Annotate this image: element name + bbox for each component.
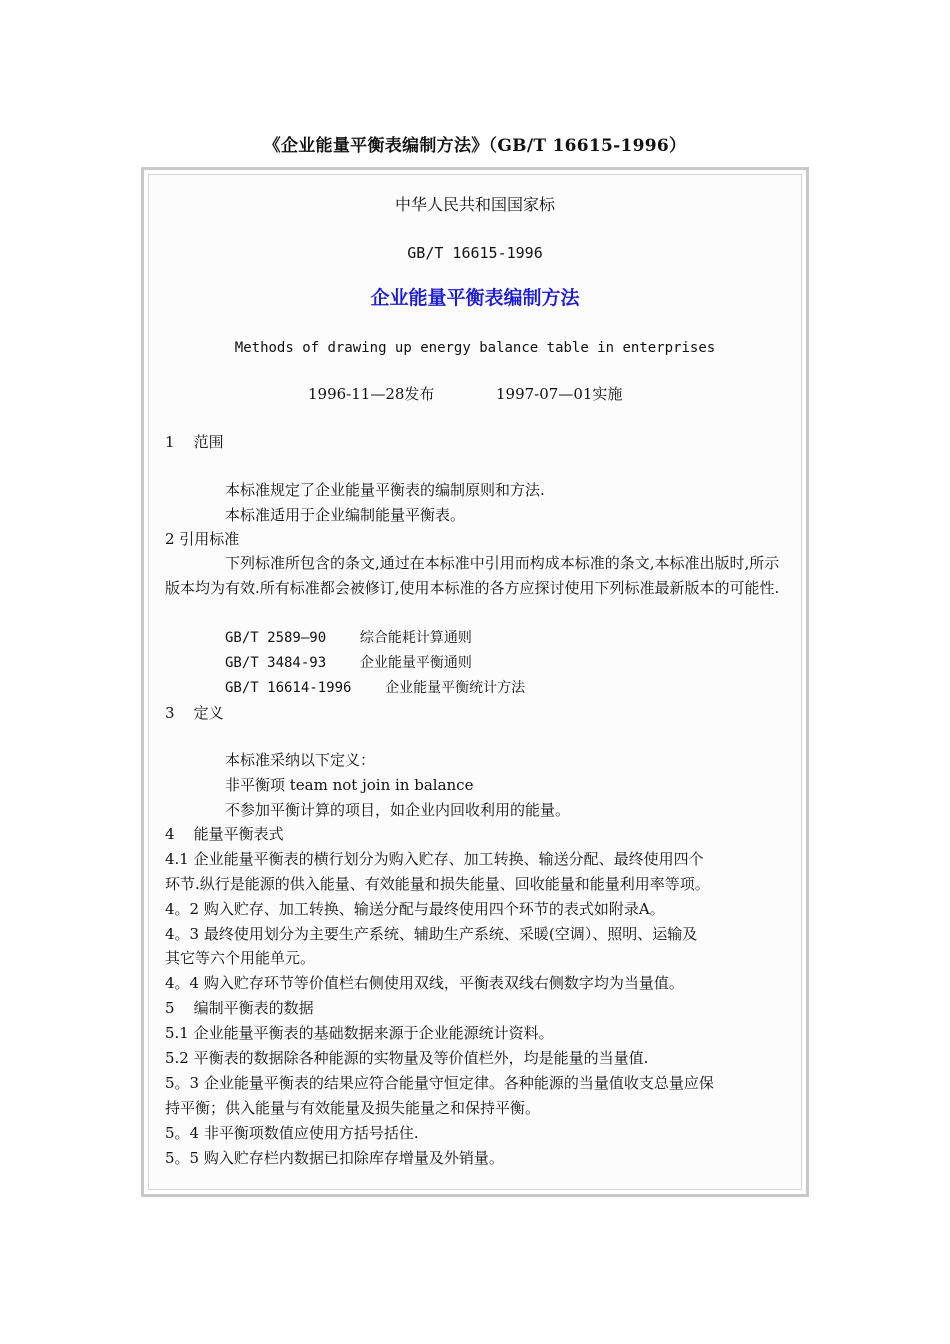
title-cn: 企业能量平衡表编制方法 (370, 287, 580, 309)
standard-code: GB/T 16615-1996 (407, 244, 543, 262)
section-4-1-line-1: 4.1 企业能量平衡表的横行划分为购入贮存、加工转换、输送分配、最终使用四个 (165, 850, 704, 868)
document-heading: 《企业能量平衡表编制方法》（GB/T 16615-1996） (263, 136, 687, 156)
section-1-para-2: 本标准适用于企业编制能量平衡表。 (225, 506, 466, 524)
section-5-3-line-1: 5。3 企业能量平衡表的结果应符合能量守恒定律。各种能源的当量值收支总量应保 (165, 1074, 714, 1092)
section-4-title: 4 能量平衡表式 (165, 825, 284, 843)
section-3-title: 3 定义 (165, 704, 224, 722)
section-5-4: 5。4 非平衡项数值应使用方括号括住. (165, 1124, 419, 1142)
section-4-4: 4。4 购入贮存环节等价值栏右侧使用双线，平衡表双线右侧数字均为当量值。 (165, 974, 684, 992)
reference-3: GB/T 16614-1996 企业能量平衡统计方法 (225, 680, 526, 696)
section-3-para-3: 不参加平衡计算的项目，如企业内回收利用的能量。 (225, 801, 571, 819)
section-4-3-line-1: 4。3 最终使用划分为主要生产系统、辅助生产系统、采暖(空调）、照明、运输及 (165, 925, 698, 943)
section-1-para-1: 本标准规定了企业能量平衡表的编制原则和方法. (225, 481, 545, 499)
section-1-title: 1 范围 (165, 433, 224, 451)
section-4-3-line-2: 其它等六个用能单元。 (165, 949, 316, 967)
issue-date: 1996-11—28发布 (308, 385, 435, 403)
section-2-title: 2 引用标准 (165, 530, 240, 548)
section-5-title: 5 编制平衡表的数据 (165, 999, 314, 1017)
section-4-2: 4。2 购入贮存、加工转换、输送分配与最终使用四个环节的表式如附录A。 (165, 900, 665, 918)
section-3-para-2: 非平衡项 team not join in balance (225, 776, 474, 794)
standard-type: 中华人民共和国国家标 (394, 195, 555, 214)
section-5-3-line-2: 持平衡；供入能量与有效能量及损失能量之和保持平衡。 (165, 1099, 541, 1117)
effective-date: 1997-07—01实施 (496, 385, 623, 403)
section-5-2: 5.2 平衡表的数据除各种能源的实物量及等价值栏外，均是能量的当量值. (165, 1049, 649, 1067)
section-3-para-1: 本标准采纳以下定义： (225, 751, 376, 769)
reference-2: GB/T 3484-93 企业能量平衡通则 (225, 655, 472, 671)
section-5-1: 5.1 企业能量平衡表的基础数据来源于企业能源统计资料。 (165, 1024, 554, 1042)
section-5-5: 5。5 购入贮存栏内数据已扣除库存增量及外销量。 (165, 1149, 504, 1167)
section-2-para: 下列标准所包含的条文,通过在本标准中引用而构成本标准的条文,本标准出版时,所示版本均为有效.所有标准都会被修订,使用本标准的各方应探讨使用下列标准最新版本的可能性. (165, 554, 780, 597)
section-4-1-line-2: 环节.纵行是能源的供入能量、有效能量和损失能量、回收能量和能量利用率等项。 (165, 875, 710, 893)
title-en: Methods of drawing up energy balance table in enterprises (234, 340, 716, 356)
reference-1: GB/T 2589—90 综合能耗计算通则 (225, 630, 472, 646)
